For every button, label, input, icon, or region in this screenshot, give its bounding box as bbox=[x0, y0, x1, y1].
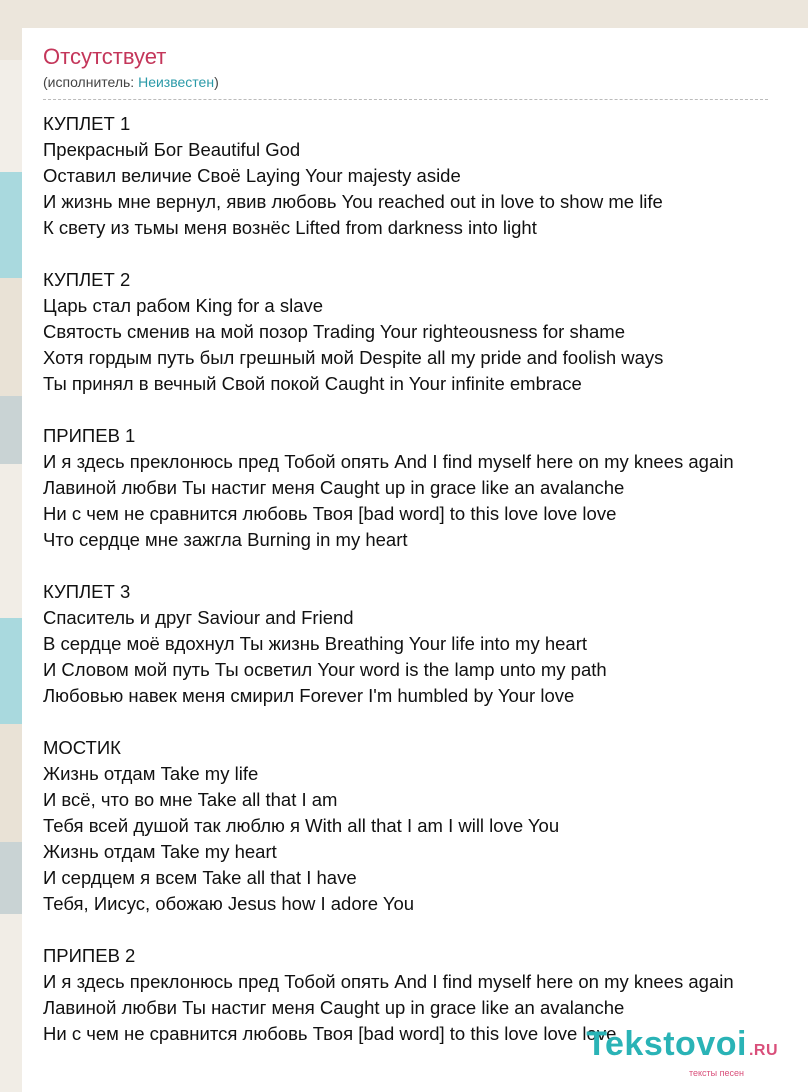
lyric-line: И я здесь преклонюсь пред Тобой опять And I find myself here on my knees again bbox=[43, 971, 734, 992]
lyric-line: Оставил величие Своё Laying Your majesty aside bbox=[43, 165, 461, 186]
performer-suffix: ) bbox=[214, 74, 219, 90]
lyric-line: Лавиной любви Ты настиг меня Caught up in grace like an avalanche bbox=[43, 997, 625, 1018]
song-title: Отсутствует bbox=[43, 44, 167, 69]
performer-prefix: (исполнитель: bbox=[43, 74, 139, 90]
lyric-line: И Словом мой путь Ты осветил Your word is the lamp unto my path bbox=[43, 659, 607, 680]
lyric-line: КУПЛЕТ 2 bbox=[43, 269, 131, 290]
logo-name: Tekstovoi bbox=[586, 1025, 747, 1063]
lyric-line: ПРИПЕВ 1 bbox=[43, 425, 136, 446]
lyric-line: Жизнь отдам Take my heart bbox=[43, 841, 277, 862]
lyric-line: Ни с чем не сравнится любовь Твоя [bad word] to this love love love bbox=[43, 1023, 617, 1044]
lyric-line: И жизнь мне вернул, явив любовь You reached out in love to show me life bbox=[43, 191, 663, 212]
lyric-line: Любовью навек меня смирил Forever I'm humbled by Your love bbox=[43, 685, 575, 706]
lyric-line: ПРИПЕВ 2 bbox=[43, 945, 136, 966]
lyric-line: Спаситель и друг Saviour and Friend bbox=[43, 607, 354, 628]
blank-line bbox=[43, 917, 808, 943]
lyrics-text bbox=[43, 111, 808, 1047]
lyric-line: Святость сменив на мой позор Trading Your righteousness for shame bbox=[43, 321, 625, 342]
lyric-line: МОСТИК bbox=[43, 737, 121, 758]
blank-line bbox=[43, 553, 808, 579]
artist-link[interactable]: Неизвестен bbox=[138, 74, 215, 90]
blank-line bbox=[43, 397, 808, 423]
lyric-line: Лавиной любви Ты настиг меня Caught up in grace like an avalanche bbox=[43, 477, 625, 498]
lyric-line: Тебя всей душой так люблю я With all that I am I will love You bbox=[43, 815, 560, 836]
lyric-line: КУПЛЕТ 3 bbox=[43, 581, 131, 602]
lyric-line: И сердцем я всем Take all that I have bbox=[43, 867, 357, 888]
lyric-line: К свету из тьмы меня вознёс Lifted from darkness into light bbox=[43, 217, 537, 238]
performer-line bbox=[43, 73, 808, 91]
lyric-line: КУПЛЕТ 1 bbox=[43, 113, 131, 134]
logo-tagline: тексты песен bbox=[688, 1068, 744, 1078]
lyrics-card bbox=[22, 28, 808, 1092]
logo-tld: .RU bbox=[748, 1042, 778, 1059]
lyric-line: Что сердце мне зажгла Burning in my heart bbox=[43, 529, 408, 550]
lyric-line: Ни с чем не сравнится любовь Твоя [bad word] to this love love love bbox=[43, 503, 617, 524]
lyric-line: В сердце моё вдохнул Ты жизнь Breathing Your life into my heart bbox=[43, 633, 588, 654]
lyric-line: Прекрасный Бог Beautiful God bbox=[43, 139, 301, 160]
lyric-line: Ты принял в вечный Свой покой Caught in Your infinite embrace bbox=[43, 373, 582, 394]
blank-line bbox=[43, 709, 808, 735]
lyric-line: Тебя, Иисус, обожаю Jesus how I adore You bbox=[43, 893, 415, 914]
lyric-line: Жизнь отдам Take my life bbox=[43, 763, 259, 784]
tekstovoi-logo[interactable] bbox=[586, 1027, 778, 1078]
lyric-line: Хотя гордым путь был грешный мой Despite all my pride and foolish ways bbox=[43, 347, 664, 368]
blank-line bbox=[43, 241, 808, 267]
lyric-line: И всё, что во мне Take all that I am bbox=[43, 789, 338, 810]
dashed-divider bbox=[43, 99, 768, 100]
lyric-line: И я здесь преклонюсь пред Тобой опять And I find myself here on my knees again bbox=[43, 451, 734, 472]
lyric-line: Царь стал рабом King for a slave bbox=[43, 295, 324, 316]
